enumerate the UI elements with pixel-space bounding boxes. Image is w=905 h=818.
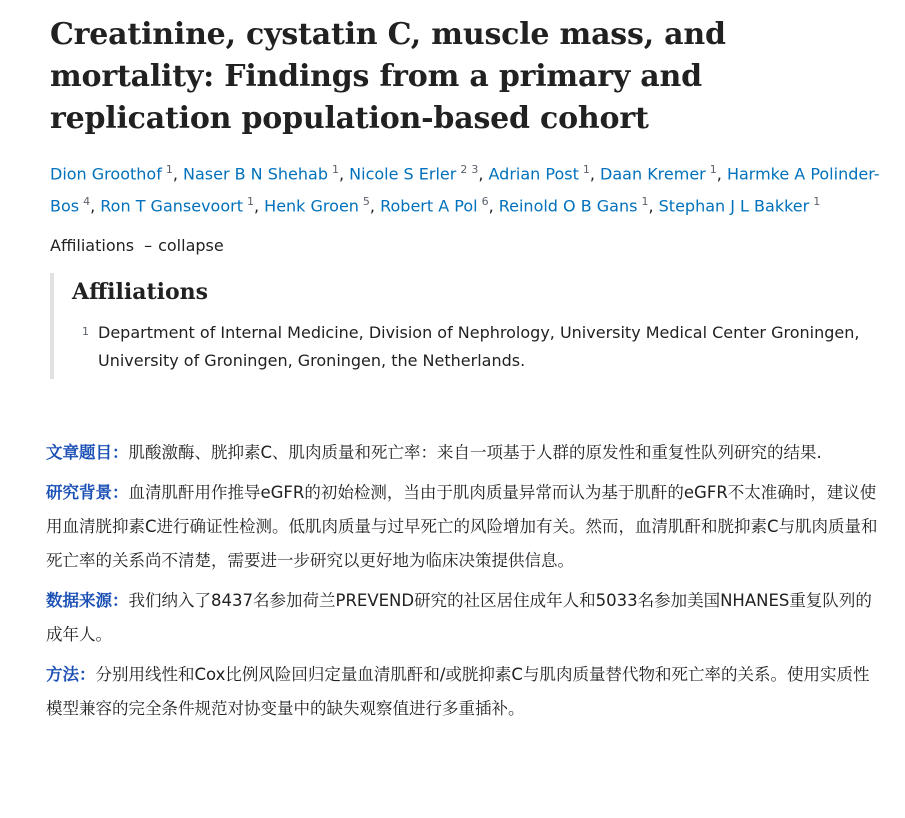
author-separator: , — [172, 164, 183, 184]
affiliation-item — [72, 319, 880, 375]
summary-text: 我们纳入了8437名参加荷兰PREVEND研究的社区居住成年人和5033名参加美国NHANES重复队列的成年人。 — [46, 591, 872, 644]
author-link[interactable]: Adrian Post — [488, 164, 579, 184]
summary-data-source-paragraph — [46, 584, 878, 652]
author-link[interactable]: Harmke A Polinder-Bos — [50, 164, 880, 216]
affiliations-toggle-button[interactable] — [50, 236, 224, 255]
author-list — [50, 156, 880, 221]
affiliations-panel — [50, 273, 880, 379]
affiliation-text: Department of Internal Medicine, Division of Nephrology, University Medical Center Groningen, University of Groningen, Groningen, the Netherlands. — [98, 322, 860, 370]
affiliations-heading: Affiliations — [72, 278, 209, 305]
author-link[interactable]: Daan Kremer — [600, 164, 706, 184]
summary-label: 文章题目： — [46, 443, 129, 462]
author-link[interactable]: Nicole S Erler — [349, 164, 457, 184]
summary-methods-paragraph — [46, 658, 878, 726]
affiliations-toggle-row — [50, 233, 880, 259]
summary-label: 研究背景： — [46, 483, 129, 502]
summary-text: 血清肌酐用作推导eGFR的初始检测，当由于肌肉质量异常而认为基于肌酐的eGFR不太准确时，建议使用血清胱抑素C进行确证性检测。低肌肉质量与过早死亡的风险增加有关。然而，血清肌酐和胱抑素C与肌肉质量和死亡率的关系尚不清楚，需要进一步研究以更好地为临床决策提供信息。 — [46, 483, 878, 570]
affiliation-ref-link[interactable]: 1 — [246, 195, 254, 209]
chinese-summary — [46, 436, 878, 732]
author-separator: , — [478, 164, 489, 184]
author-separator: , — [716, 164, 727, 184]
author-separator: , — [589, 164, 601, 184]
affiliation-ref-link[interactable]: 2 — [460, 163, 468, 176]
affiliation-ref-link[interactable]: 1 — [641, 195, 649, 209]
collapse-dash-icon: – — [144, 235, 153, 255]
affiliation-ref-link[interactable]: 1 — [582, 163, 590, 176]
affiliation-ref-link[interactable]: 6 — [481, 195, 489, 209]
summary-text: 分别用线性和Cox比例风险回归定量血清肌酐和/或胱抑素C与肌肉质量替代物和死亡率的关系。使用实质性模型兼容的完全条件规范对协变量中的缺失观察值进行多重插补。 — [46, 665, 870, 718]
affiliation-ref-link[interactable]: 1 — [709, 163, 717, 176]
author-separator: , — [648, 196, 659, 216]
affiliation-ref-link[interactable]: 1 — [813, 195, 821, 209]
affiliation-ref-link[interactable]: 1 — [165, 163, 173, 176]
summary-background-paragraph — [46, 476, 878, 578]
author-link[interactable]: Robert A Pol — [380, 196, 478, 216]
article-page — [50, 0, 880, 379]
summary-title-paragraph — [46, 436, 878, 470]
affiliation-ref-link[interactable]: 1 — [331, 163, 339, 176]
author-link[interactable]: Henk Groen — [264, 196, 359, 216]
affiliation-ref-link[interactable]: 5 — [362, 195, 370, 209]
author-link[interactable]: Reinold O B Gans — [498, 196, 638, 216]
author-separator: , — [488, 196, 499, 216]
author-separator: , — [369, 196, 381, 216]
author-link[interactable]: Naser B N Shehab — [183, 164, 328, 184]
summary-label: 方法： — [46, 665, 96, 684]
author-separator: , — [90, 196, 101, 216]
affiliation-number: 1 — [82, 324, 89, 338]
summary-text: 肌酸激酶、胱抑素C、肌肉质量和死亡率：来自一项基于人群的原发性和重复性队列研究的结果. — [128, 443, 822, 462]
author-separator: , — [338, 164, 350, 184]
summary-label: 数据来源： — [46, 591, 129, 610]
author-link[interactable]: Ron T Gansevoort — [100, 196, 243, 216]
affiliation-ref-link[interactable]: 4 — [83, 195, 91, 209]
author-separator: , — [253, 196, 265, 216]
article-title: Creatinine, cystatin C, muscle mass, and mortality: Findings from a primary and replication population-based cohort — [50, 17, 726, 136]
affiliations-toggle-action: collapse — [158, 235, 224, 255]
affiliation-ref-link[interactable]: 3 — [471, 163, 479, 176]
affiliations-toggle-label: Affiliations — [50, 235, 135, 255]
author-link[interactable]: Dion Groothof — [50, 164, 162, 184]
author-link[interactable]: Stephan J L Bakker — [658, 196, 810, 216]
